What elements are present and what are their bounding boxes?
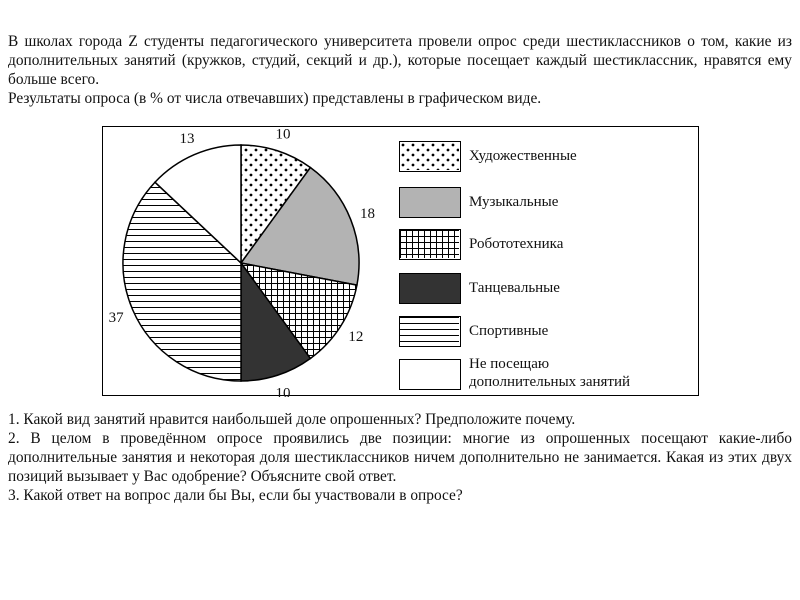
legend-swatch-gray: [399, 187, 461, 218]
legend-label-none-line2: дополнительных занятий: [469, 374, 631, 390]
legend-label-dance: Танцевальные: [469, 280, 560, 296]
pie-value-label-5: 37: [108, 310, 124, 327]
question-3: 3. Какой ответ на вопрос дали бы Вы, если бы участвовали в опросе?: [8, 487, 463, 504]
legend-swatch-white: [399, 359, 461, 390]
questions-block: [8, 410, 792, 505]
legend-label-music: Музыкальные: [469, 194, 559, 210]
pie-value-label-2: 18: [359, 205, 375, 222]
legend-label-sport: Спортивные: [469, 323, 549, 339]
legend-label-art: Художественные: [469, 148, 577, 164]
question-1: 1. Какой вид занятий нравится наибольшей доле опрошенных? Предположите почему.: [8, 411, 576, 428]
pie-value-label-1: 10: [275, 127, 291, 143]
legend-label-none-line1: Не посещаю: [469, 356, 550, 372]
legend-swatch-hlines: [399, 316, 461, 347]
task-intro: [8, 32, 792, 108]
pie-value-label-3: 12: [348, 328, 364, 345]
intro-results-text: Результаты опроса (в % от числа отвечавших) представлены в графическом виде.: [8, 90, 542, 107]
pie-value-label-4: 10: [275, 385, 291, 397]
question-2: 2. В целом в проведённом опросе проявились две позиции: многие из опрошенных посещают какие-либо дополнительные занятия и некоторая доля шестиклассников ничем дополнительно не занимается. Какая из этих двух позиций вызывает у Вас одобрение? Объясните свой ответ.: [8, 430, 792, 485]
legend-swatch-grid: [399, 229, 461, 260]
legend-label-robotics: Робототехника: [469, 236, 564, 252]
pie-value-label-6: 13: [179, 131, 195, 148]
legend-swatch-dots: [399, 141, 461, 172]
chart-figure: [102, 126, 699, 396]
legend-swatch-dark: [399, 273, 461, 304]
intro-text: В школах города Z студенты педагогического университета провели опрос среди шестиклассников о том, какие из дополнительных занятий (кружков, студий, секций и др.), которые посещает каждый шестиклассник, нравятся ему больше всего.: [8, 33, 792, 88]
